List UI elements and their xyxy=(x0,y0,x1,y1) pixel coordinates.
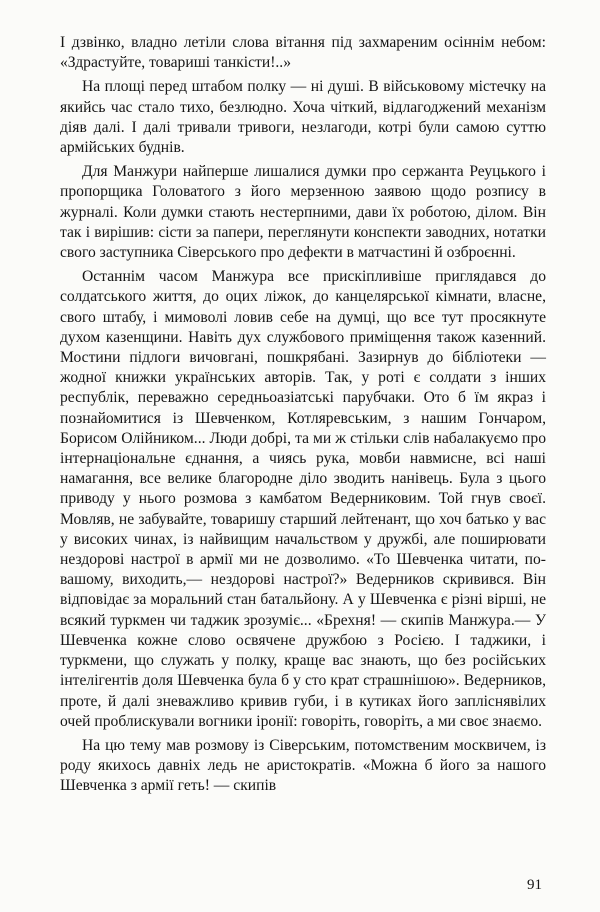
paragraph-manzhura-thoughts: Для Манжури найперше лишалися думки про сержанта Реуцького і пропорщика Головатого з його мерзенною заявою щодо розпису в журналі. Коли думки стають нестерпними, дави їх роботою, ділом. Він так і вирішив: сісти за папери, переглянути конспекти заводних, нотатки свого заступника Сіверського про дефекти в матчастині й озброєнні. xyxy=(60,163,546,262)
page-number: 91 xyxy=(527,877,542,893)
paragraph-square: На площі перед штабом полку — ні душі. В військовому містечку на якийсь час стало тихо, безлюдно. Хоча чіткий, відлагоджений механізм діяв далі. І далі тривали тривоги, незлагоди, котрі були самою суттю армійських буднів. xyxy=(60,78,546,157)
paragraph-greeting: І дзвінко, владно летіли слова вітання під захмареним осіннім небом: «Здрастуйте, товариші танкісти!..» xyxy=(60,34,546,72)
book-page-text xyxy=(60,33,546,801)
paragraph-siversky: На цю тему мав розмову із Сіверським, потомственим москвичем, із роду якихось давніх ледь не аристократів. «Можна б його за нашого Шевченка з армії геть! — скипів xyxy=(60,736,546,795)
paragraph-barracks-life: Останнім часом Манжура все прискіпливіше приглядався до солдатського життя, до оцих ліжок, до канцелярської кімнати, власне, свого штабу, і мимоволі ловив себе на думці, що все тут просякнуте духом казенщини. Навіть дух службового приміщення також казенний. Мостини підлоги вичовгані, пошкрябані. Зазирнув до бібліотеки — жодної книжки українських авторів. Так, у роті є солдати з інших республік, переважно середньоазіатські парубчаки. Ото б їм якраз і познайомитися із Шевченком, Котляревським, з нашим Гончаром, Борисом Олійником... Люди добрі, та ми ж стільки слів набалакуємо про інтернаціональне єднання, а чиясь рука, мовби навмисне, всі наші намагання, все велике благородне діло зводить нанівець. Була з цього приводу у нього розмова з камбатом Ведерниковим. Той гнув своєї. Мовляв, не забувайте, товаришу старший лейтенант, що хоч батько у вас у високих чинах, із найвищим начальством у дружбі, але поширювати нездорові настрої в армії ми не дозволимо. «То Шевченка читати, по-вашому, виходить,— нездорові настрої?» Ведерников скривився. Він відповідає за моральний стан батальйону. А у Шевченка є різні вірші, не всякий туркмен чи таджик зрозуміє... «Брехня! — скипів Манжура.— У Шевченка кожне слово освячене дружбою з Росією. І таджики, і туркмени, що служать у полку, краще вас знають, що без російських інтелігентів доля Шевченка була б у сто крат страшнішою». Ведерников, проте, й далі зневажливо кривив губи, і в кутиках його запліснявілих очей проблискували вогники іронії: говоріть, говоріть, а ми своє знаємо. xyxy=(60,268,546,730)
